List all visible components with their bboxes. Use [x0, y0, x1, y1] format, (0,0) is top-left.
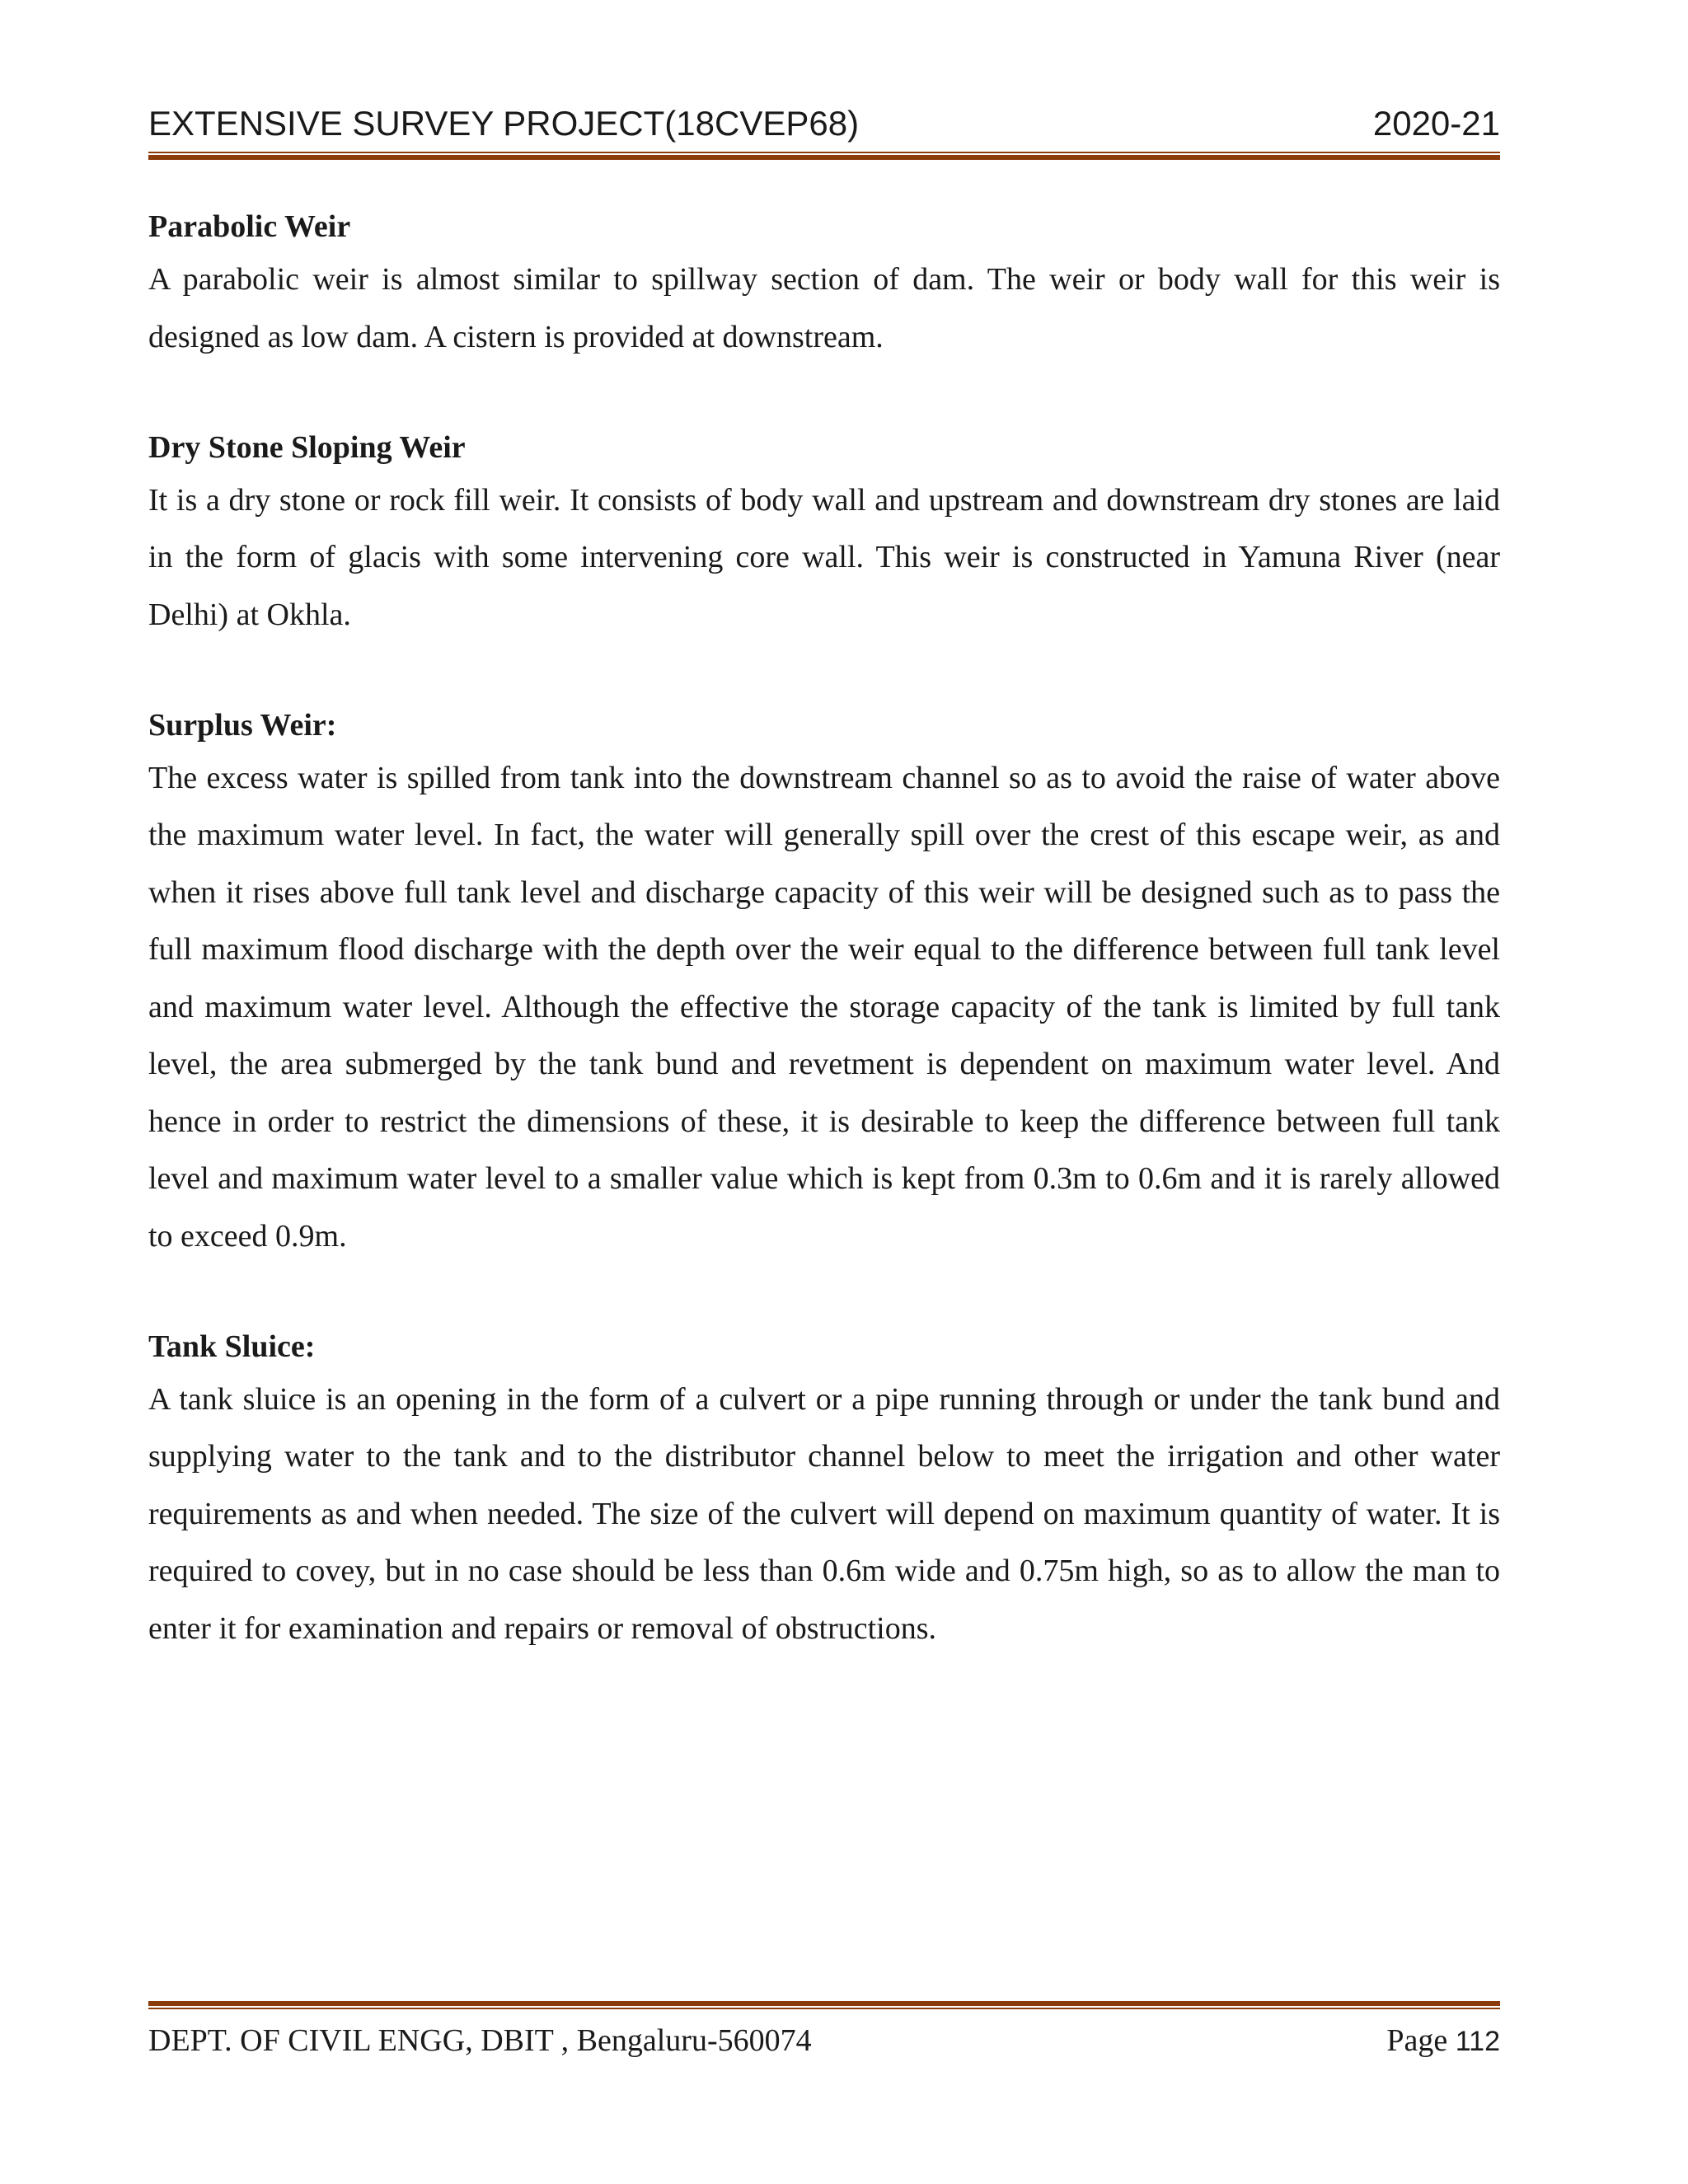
section-body: A tank sluice is an opening in the form of a culvert or a pipe running through or under the tank bund and supplying water to the tank and to the distributor channel below to meet the irrigation and other water requirements as and when needed. The size of the culvert will depend on maximum quantity of water. It is required to covey, but in no case should be less than 0.6m wide and 0.75m high, so as to allow the man to enter it for examination and repairs or removal of obstructions. [148, 1381, 1500, 1646]
section-body: It is a dry stone or rock fill weir. It consists of body wall and upstream and downstream dry stones are laid in the form of glacis with some intervening core wall. This weir is constructed in Yamuna River (near Delhi) at Okhla. [148, 482, 1500, 632]
footer-rule-thin [148, 2008, 1500, 2009]
header-year: 2020-21 [1372, 104, 1500, 143]
page-header [148, 101, 1500, 147]
section-parabolic-weir [148, 203, 1500, 366]
section-heading: Surplus Weir: [148, 707, 337, 743]
section-tank-sluice [148, 1323, 1500, 1658]
section-heading: Tank Sluice: [148, 1329, 316, 1364]
header-rule [148, 152, 1500, 160]
footer-page [1386, 2018, 1500, 2064]
page-label: Page [1386, 2023, 1448, 2058]
page-number: 112 [1455, 2026, 1500, 2057]
section-surplus-weir [148, 701, 1500, 1266]
section-dry-stone-sloping-weir [148, 424, 1500, 644]
section-heading: Parabolic Weir [148, 209, 351, 244]
footer-rule [148, 2001, 1500, 2009]
section-heading: Dry Stone Sloping Weir [148, 429, 466, 465]
section-body: A parabolic weir is almost similar to spillway section of dam. The weir or body wall for this weir is designed as low dam. A cistern is provided at downstream. [148, 262, 1500, 354]
page-content [148, 203, 1500, 1715]
header-title: EXTENSIVE SURVEY PROJECT(18CVEP68) [148, 104, 860, 143]
footer-dept: DEPT. OF CIVIL ENGG, DBIT , Bengaluru-560074 [148, 2023, 812, 2058]
section-body: The excess water is spilled from tank into the downstream channel so as to avoid the raise of water above the maximum water level. In fact, the water will generally spill over the crest of this escape weir, as and when it rises above full tank level and discharge capacity of this weir will be designed such as to pass the full maximum flood discharge with the depth over the weir equal to the difference between full tank level and maximum water level. Although the effective the storage capacity of the tank is limited by full tank level, the area submerged by the tank bund and revetment is dependent on maximum water level. And hence in order to restrict the dimensions of these, it is desirable to keep the difference between full tank level and maximum water level to a smaller value which is kept from 0.3m to 0.6m and it is rarely allowed to exceed 0.9m. [148, 760, 1500, 1254]
header-rule-thick [148, 155, 1500, 160]
footer-rule-thick [148, 2001, 1500, 2006]
header-rule-thin [148, 152, 1500, 153]
page-footer [148, 2018, 1500, 2064]
